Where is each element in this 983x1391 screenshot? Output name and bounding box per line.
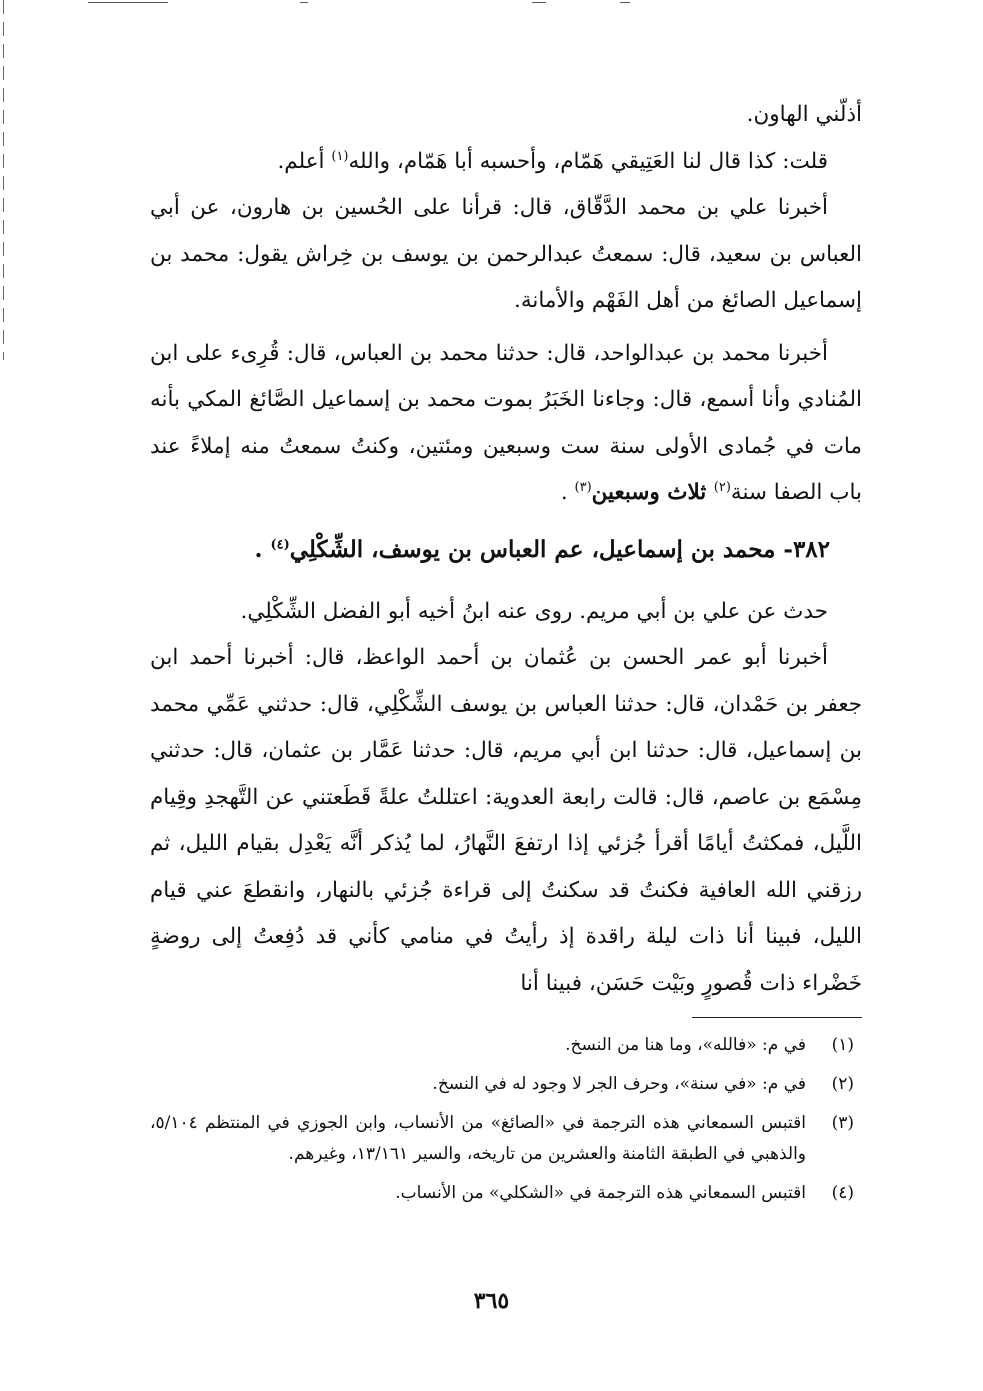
footnote-number: (٢)	[831, 1074, 854, 1094]
scan-edge-top	[0, 0, 983, 6]
paragraph-3	[150, 331, 862, 517]
footnote-4	[150, 1178, 862, 1209]
footnote-text: في م: «فالله»، وما هنا من النسخ.	[565, 1035, 806, 1055]
entry-heading	[150, 525, 862, 575]
footnote-text: في م: «في سنة»، وحرف الجر لا وجود له في النسخ.	[432, 1074, 806, 1094]
paragraph-5: أخبرنا أبو عمر الحسن بن عُثمان بن أحمد الواعظ، قال: أخبرنا أحمد ابن جعفر بن حَمْدان، قال: حدثنا العباس بن يوسف الشِّكْلِي، قال: حدثني عَمِّي محمد بن إسماعيل، قال: حدثنا ابن أبي مريم، قال: حدثنا عَمَّار بن عثمان، قال: حدثني مِسْمَع بن عاصم، قال: قالت رابعة العدوية: اعتللتُ علةً قَطَعتني عن التَّهجدِ وقِيام اللَّيل، فمكثتُ أيامًا أقرأ جُزئي إذا ارتفعَ النَّهارُ، لما يُذكر أنَّه يَعْدِل بقيام الليل، ثم رزقني الله العافية فكنتُ قد سكنتُ إلى قراءة جُزئي بالنهار، وانقطعَ عني قيام الليل، فبينا أنا ذات ليلة راقدة إذ رأيتُ في منامي كأني قد دُفِعتُ إلى روضةٍ خَضْراء ذات قُصورٍ وبَيْت حَسَن، فبينا أنا	[150, 645, 862, 996]
paragraph-1-end: أعلم.	[277, 148, 332, 174]
footnote-ref-2[interactable]: (٢)	[713, 479, 731, 495]
page-content	[150, 92, 862, 1217]
footnote-number: (٣)	[831, 1113, 854, 1133]
footnotes	[150, 1030, 862, 1209]
page-number: ٣٦٥	[473, 1288, 510, 1314]
continuation-line: أذلّني الهاون.	[746, 102, 862, 127]
entry-heading-end: .	[254, 535, 271, 563]
paragraph-3-end: .	[560, 480, 575, 505]
footnote-number: (٤)	[831, 1183, 854, 1203]
scan-edge-left	[3, 0, 4, 360]
footnote-3	[150, 1108, 862, 1170]
entry-heading-text: ٣٨٢- محمد بن إسماعيل، عم العباس بن يوسف، الشِّكْلِي	[289, 535, 830, 563]
paragraph-3-text: أخبرنا محمد بن عبدالواحد، قال: حدثنا محمد بن العباس، قال: قُرِىء على ابن المُنادي وأنا أسمع، قال: وجاءنا الخَبَرُ بموت محمد بن إسماعيل الصَّائغ المكي بأنه مات في جُمادى الأولى سنة ست وسبعين ومئتين، وكنتُ سمعتُ منه إملاءً عند باب الصفا سنة	[150, 340, 862, 505]
footnote-1	[150, 1030, 862, 1061]
paragraph-4: حدث عن علي بن أبي مريم. روى عنه ابنُ أخيه أبو الفضل الشِّكْلِي.	[240, 598, 828, 624]
paragraph-2: أخبرنا علي بن محمد الدَّقّاق، قال: قرأنا على الحُسين بن هارون، عن أبي العباس بن سعيد، قال: سمعتُ عبدالرحمن بن يوسف بن خِراش يقول: محمد بن إسماعيل الصائغ من أهل الفَهْم والأمانة.	[150, 195, 862, 313]
footnote-ref-3[interactable]: (٣)	[574, 479, 592, 495]
paragraph-1-text: قلت: كذا قال لنا العَتِيقي هَمّام، وأحسبه أبا هَمّام، والله	[348, 148, 828, 174]
footnote-text: اقتبس السمعاني هذه الترجمة في «الشكلي» من الأنساب.	[395, 1183, 806, 1203]
footnote-ref-4[interactable]: (٤)	[270, 536, 290, 552]
footnote-ref-1[interactable]: (١)	[331, 148, 349, 164]
main-text	[150, 92, 862, 1007]
footnote-text: اقتبس السمعاني هذه الترجمة في «الصائغ» من الأنساب، وابن الجوزي في المنتظم ٥/١٠٤، والذهبي في الطبقة الثامنة والعشرين من تاريخه، والسير ١٣/١٦١، وغيرهم.	[150, 1113, 806, 1164]
paragraph-1	[150, 139, 862, 186]
footnote-number: (١)	[831, 1035, 854, 1055]
footnote-2	[150, 1069, 862, 1100]
paragraph-3-date: ثلاث وسبعين	[591, 480, 714, 505]
footnote-divider	[692, 1017, 862, 1018]
